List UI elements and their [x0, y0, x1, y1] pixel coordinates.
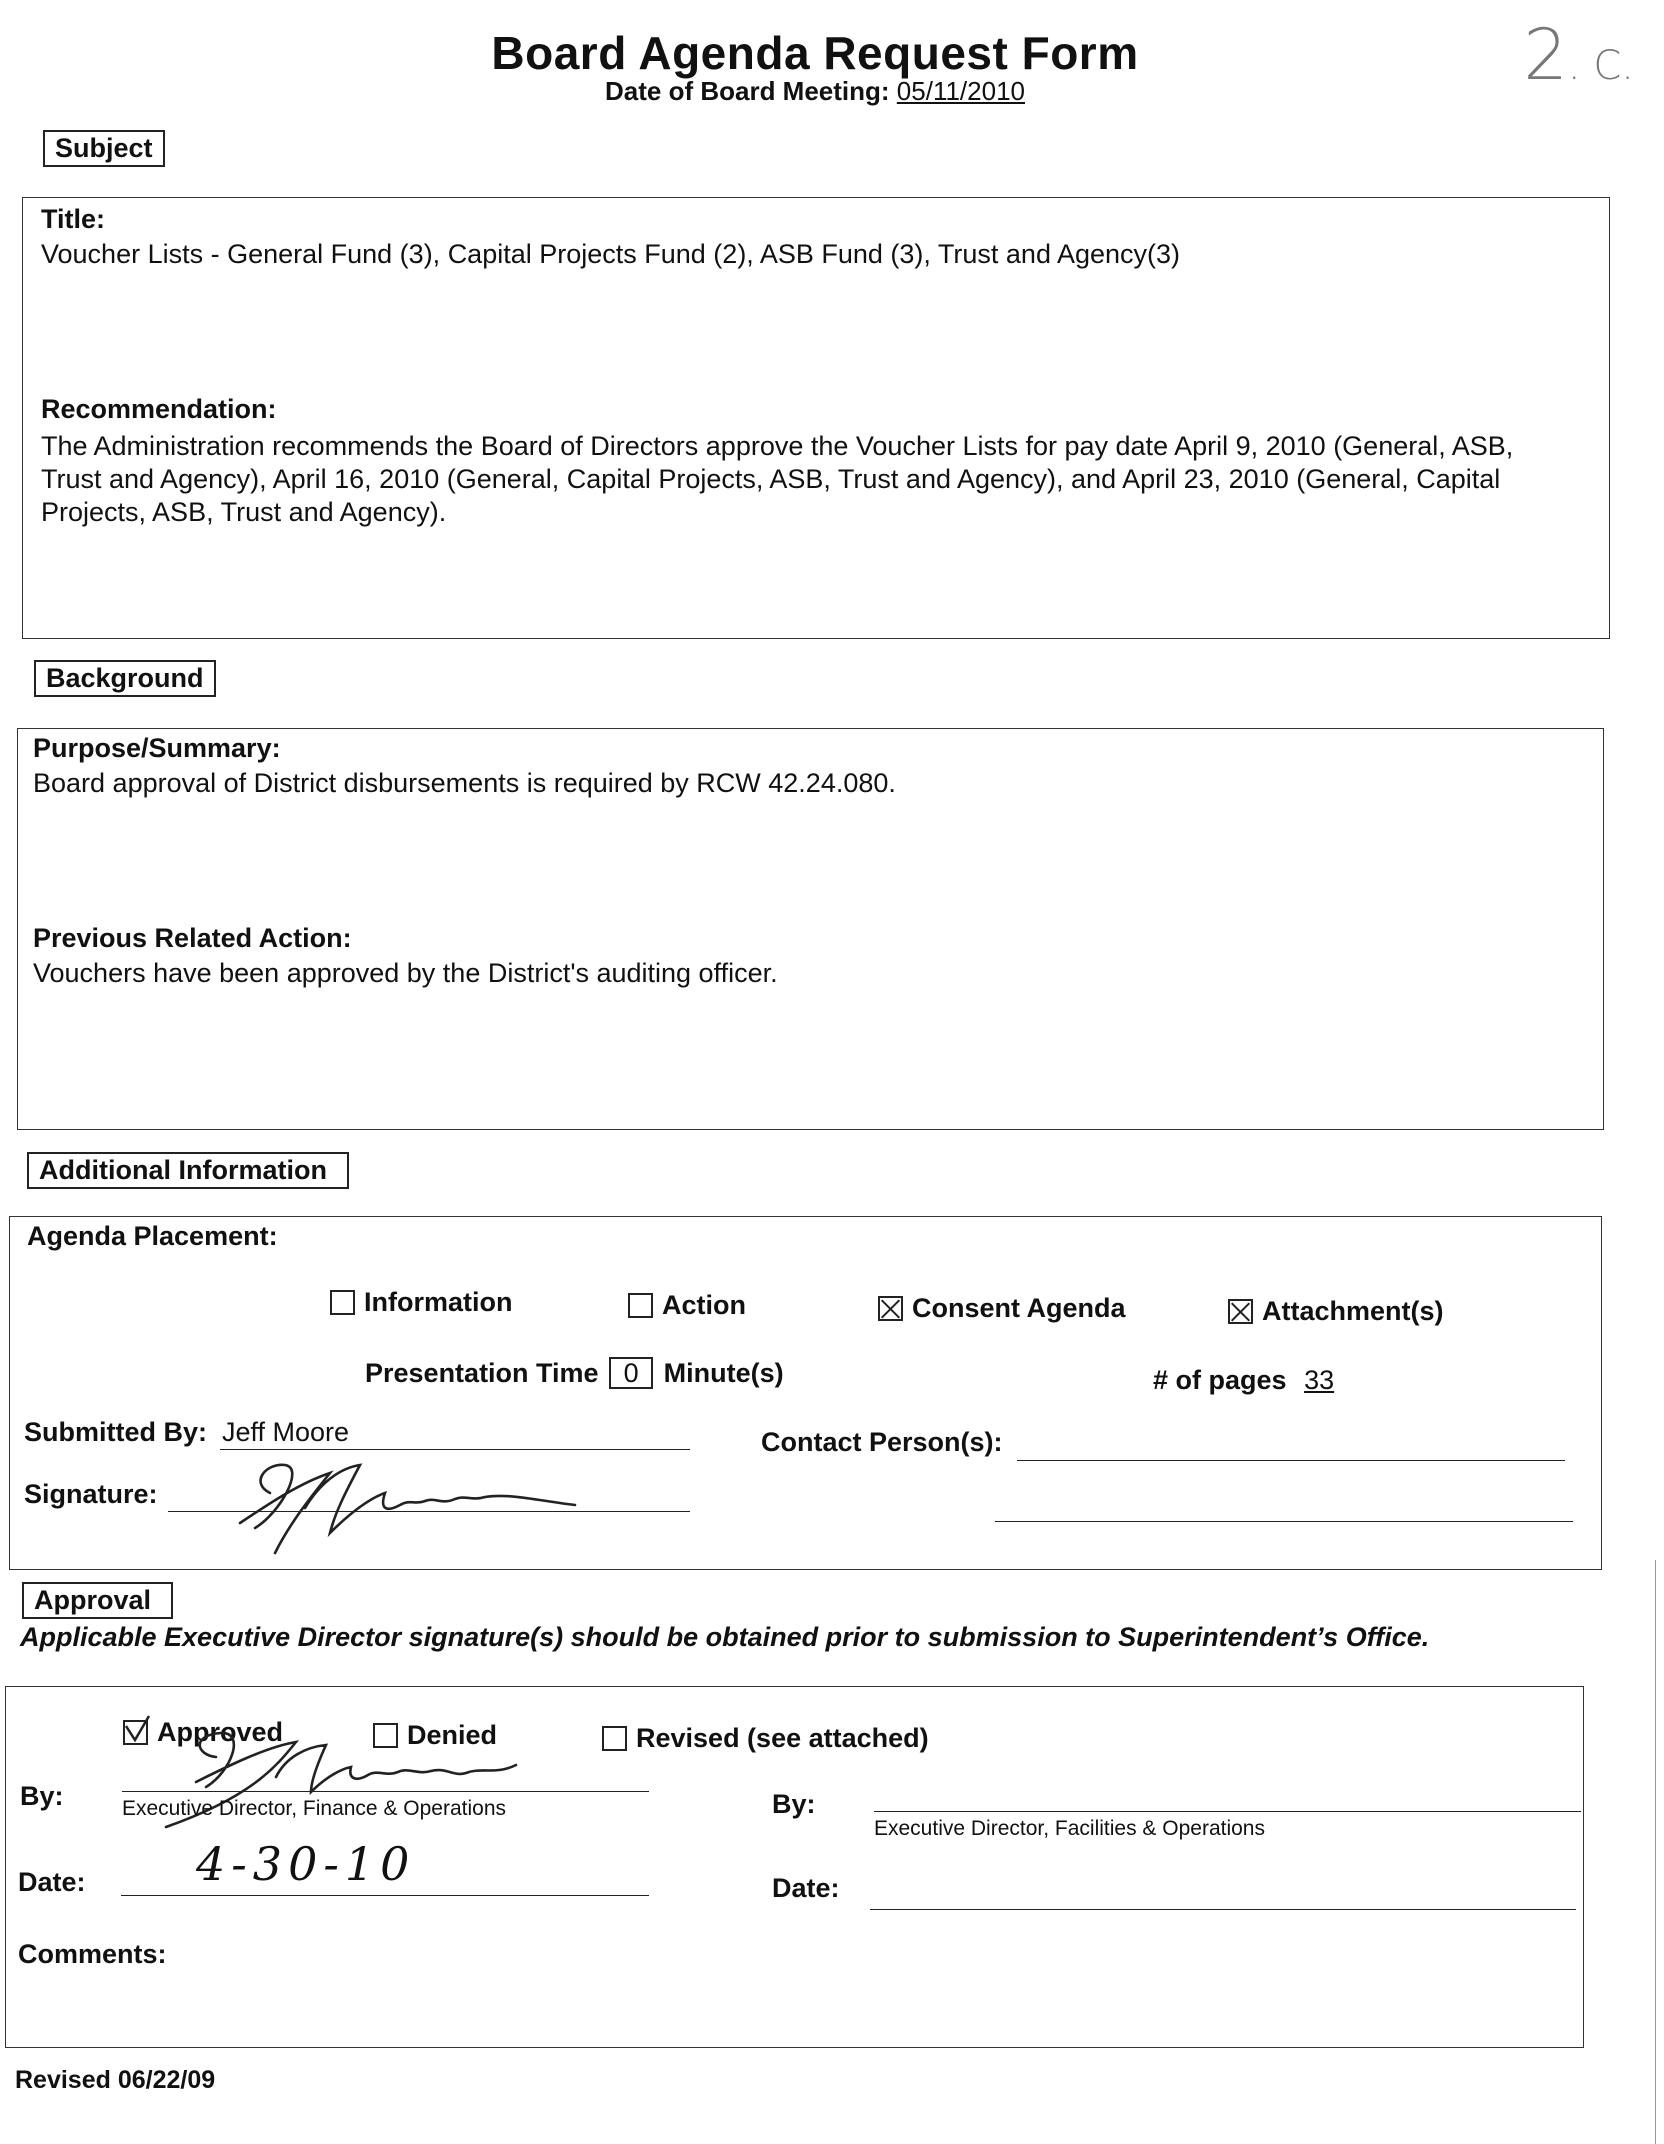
consent-agenda-checkbox[interactable] [878, 1296, 903, 1321]
background-box [17, 728, 1604, 1130]
subject-box [22, 197, 1610, 639]
left-approver-line[interactable] [122, 1791, 649, 1792]
option-consent-agenda[interactable] [878, 1293, 1126, 1324]
approval-box [5, 1686, 1584, 2048]
right-approver-line[interactable] [874, 1811, 1581, 1812]
recommendation-line: Projects, ASB, Trust and Agency). [41, 497, 447, 527]
information-checkbox[interactable] [330, 1290, 355, 1315]
presentation-time-label: Presentation Time [365, 1358, 599, 1388]
contact-person-line-2[interactable] [995, 1521, 1573, 1522]
pages-value: 33 [1304, 1365, 1335, 1395]
right-date-label: Date: [772, 1873, 840, 1903]
approval-note: Applicable Executive Director signature(s) should be obtained prior to submission to Superintendent’s Office. [20, 1622, 1430, 1652]
option-action[interactable] [628, 1290, 746, 1321]
consent-agenda-label: Consent Agenda [912, 1293, 1126, 1323]
previous-action-text: Vouchers have been approved by the District's auditing officer. [33, 958, 778, 988]
denied-label: Denied [407, 1720, 498, 1750]
right-approver-title: Executive Director, Facilities & Operations [874, 1817, 1265, 1840]
purpose-label: Purpose/Summary: [33, 733, 281, 763]
contact-person-label: Contact Person(s): [761, 1427, 1003, 1457]
meeting-date-label: Date of Board Meeting: [604, 76, 890, 106]
corner-item-sub: . C. [1567, 43, 1634, 89]
comments-label: Comments: [18, 1939, 167, 1969]
revision-date: Revised 06/22/09 [15, 2066, 216, 2094]
signature-label: Signature: [24, 1479, 158, 1509]
left-date-label: Date: [18, 1867, 86, 1897]
left-by-label: By: [20, 1781, 64, 1811]
revised-checkbox[interactable] [602, 1726, 627, 1751]
attachments-label: Attachment(s) [1262, 1296, 1444, 1326]
recommendation-label: Recommendation: [41, 394, 277, 424]
title-label: Title: [41, 204, 106, 234]
submitter-signature [210, 1453, 590, 1563]
right-date-line[interactable] [870, 1909, 1576, 1910]
agenda-placement-label: Agenda Placement: [27, 1221, 278, 1251]
submitted-by-line [220, 1449, 690, 1450]
meeting-date-line [0, 76, 1630, 107]
action-label: Action [662, 1290, 746, 1320]
corner-item-main: 2 [1523, 14, 1568, 96]
contact-person-line-1[interactable] [1017, 1460, 1565, 1461]
revised-label: Revised (see attached) [636, 1723, 929, 1753]
option-revised[interactable] [602, 1723, 929, 1754]
subject-tag: Subject [43, 130, 165, 167]
previous-action-label: Previous Related Action: [33, 923, 352, 953]
background-tag: Background [34, 660, 216, 697]
left-date-line[interactable] [121, 1895, 649, 1896]
additional-info-tag: Additional Information [27, 1152, 349, 1189]
scan-edge-line [1655, 1560, 1656, 2144]
submitted-by-value[interactable]: Jeff Moore [222, 1417, 350, 1447]
information-label: Information [364, 1287, 513, 1317]
left-date-value[interactable]: 4-30-10 [196, 1837, 416, 1891]
form-title: Board Agenda Request Form [491, 27, 1139, 79]
approval-tag: Approval [22, 1582, 173, 1619]
pages-label: # of pages [1153, 1365, 1287, 1395]
submitted-by-label: Submitted By: [24, 1417, 208, 1447]
minutes-label: Minute(s) [663, 1358, 784, 1388]
title-text: Voucher Lists - General Fund (3), Capital Projects Fund (2), ASB Fund (3), Trust and Agency(3) [41, 239, 1181, 269]
presentation-time-row [365, 1357, 784, 1389]
purpose-text: Board approval of District disbursements is required by RCW 42.24.080. [33, 768, 896, 798]
option-information[interactable] [330, 1287, 513, 1318]
recommendation-line: Trust and Agency), April 16, 2010 (General, Capital Projects, ASB, Trust and Agency), and April 23, 2010 (General, Capital [41, 464, 1501, 494]
approved-label: Approved [157, 1717, 284, 1747]
pages-row [1153, 1365, 1334, 1396]
right-by-label: By: [772, 1789, 816, 1819]
corner-item-number [1523, 14, 1634, 96]
additional-info-box [9, 1216, 1602, 1570]
recommendation-line: The Administration recommends the Board of Directors approve the Voucher Lists for pay date April 9, 2010 (General, ASB, [41, 431, 1514, 461]
presentation-time-input[interactable]: 0 [609, 1357, 653, 1389]
action-checkbox[interactable] [628, 1293, 653, 1318]
left-approver-title: Executive Director, Finance & Operations [122, 1797, 507, 1820]
attachments-checkbox[interactable] [1228, 1299, 1253, 1324]
meeting-date-value: 05/11/2010 [896, 76, 1025, 106]
option-attachments[interactable] [1228, 1296, 1444, 1327]
recommendation-text [41, 430, 1513, 529]
